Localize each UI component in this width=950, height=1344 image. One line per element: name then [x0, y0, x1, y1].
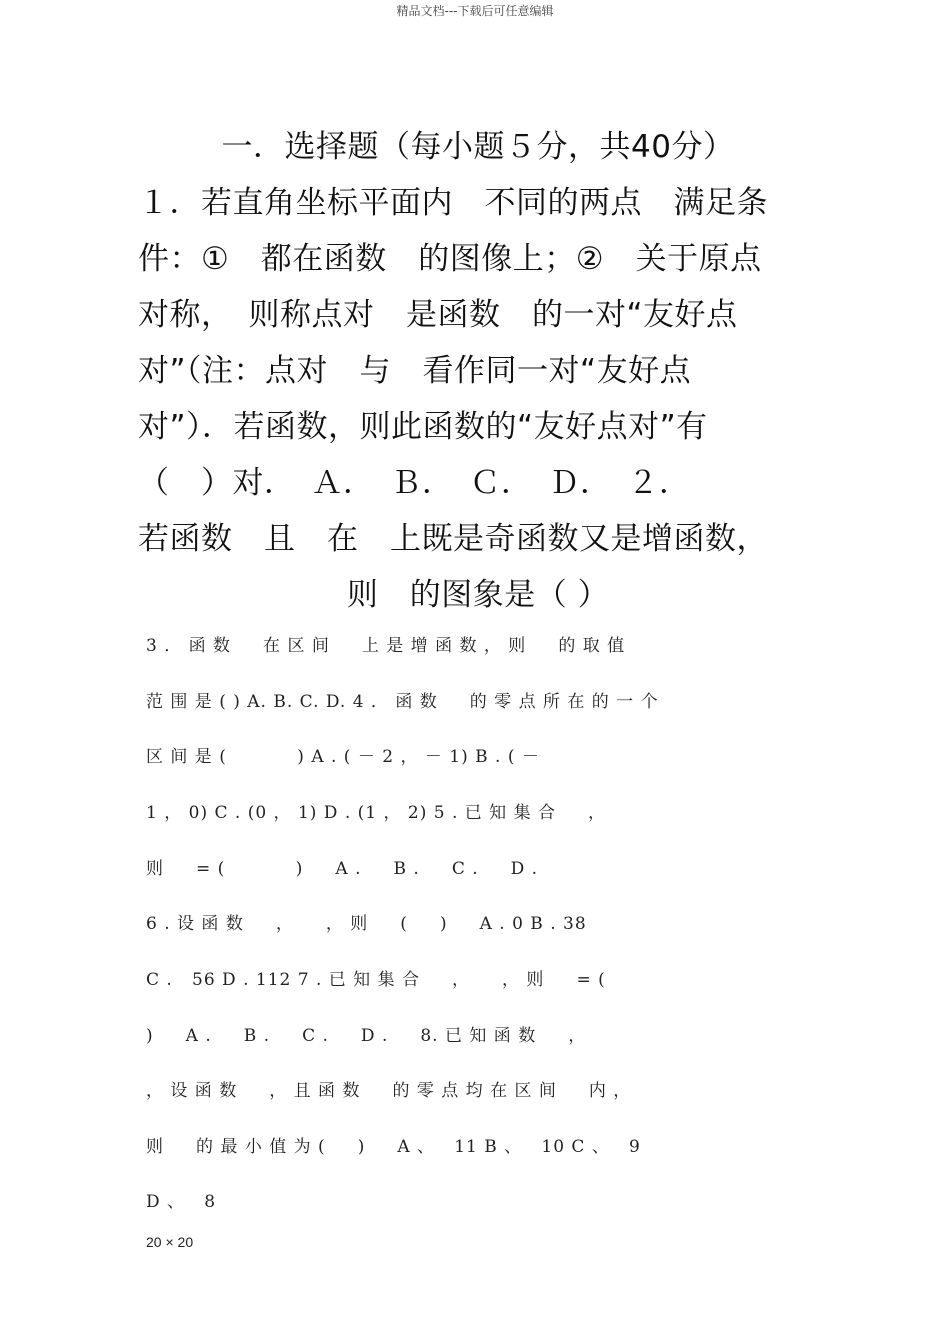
question-line: 范 围 是 ( ) A. B. C. D. 4 ． 函 数 的 零 点 所 在 的 一 个	[146, 692, 659, 712]
question-line: 则 = ( ) A . B . C . D .	[146, 859, 539, 879]
question-line: C . 56 D . 112 7 . 已 知 集 合 ， ， 则 = (	[146, 970, 606, 990]
header-note: 精品文档---下载后可任意编辑	[396, 4, 554, 18]
question-line: 区 间 是 ( ) A . ( － 2 ， － 1) B . ( －	[146, 747, 540, 767]
question-1-line-3: 对称， 则称点对 是函数 的一对“友好点	[138, 297, 738, 333]
question-line: ， 设 函 数 ， 且 函 数 的 零 点 均 在 区 间 内 ，	[146, 1081, 632, 1101]
image-dimensions-label: 20 × 20	[146, 1234, 194, 1250]
question-1-line-1: １．若直角坐标平面内 不同的两点 满足条	[138, 185, 768, 221]
section-title: 一．选择题（每小题５分，共40分）	[221, 129, 735, 165]
question-1-line-5: 对”）．若函数，则此函数的“友好点对”有	[138, 409, 708, 445]
question-line: 3 ． 函 数 在 区 间 上 是 增 函 数 ， 则 的 取 值	[146, 636, 626, 656]
question-1-line-2: 件：① 都在函数 的图像上；② 关于原点	[138, 241, 762, 277]
question-2-line-1: 若函数 且 在 上既是奇函数又是增函数，	[138, 521, 768, 557]
question-1-line-4: 对”（注：点对 与 看作同一对“友好点	[138, 353, 692, 389]
question-1-line-6: （ ）对． Ａ． Ｂ． Ｃ． Ｄ． ２．	[138, 465, 691, 501]
question-line: 6 . 设 函 数 ， ， 则 ( ) A . 0 B . 38	[146, 914, 587, 934]
question-line: ) A . B . C . D . 8. 已 知 函 数 ，	[146, 1026, 587, 1046]
question-2-line-2: 则 的图象是（ ）	[346, 577, 610, 613]
question-line: 1 ， 0) C . (0 ， 1) D . (1 ， 2) 5 . 已 知 集 合 ，	[146, 803, 607, 823]
question-line: D 、 8	[146, 1192, 217, 1212]
question-line: 则 的 最 小 值 为 ( ) A 、 11 B 、 10 C 、 9	[146, 1137, 641, 1157]
